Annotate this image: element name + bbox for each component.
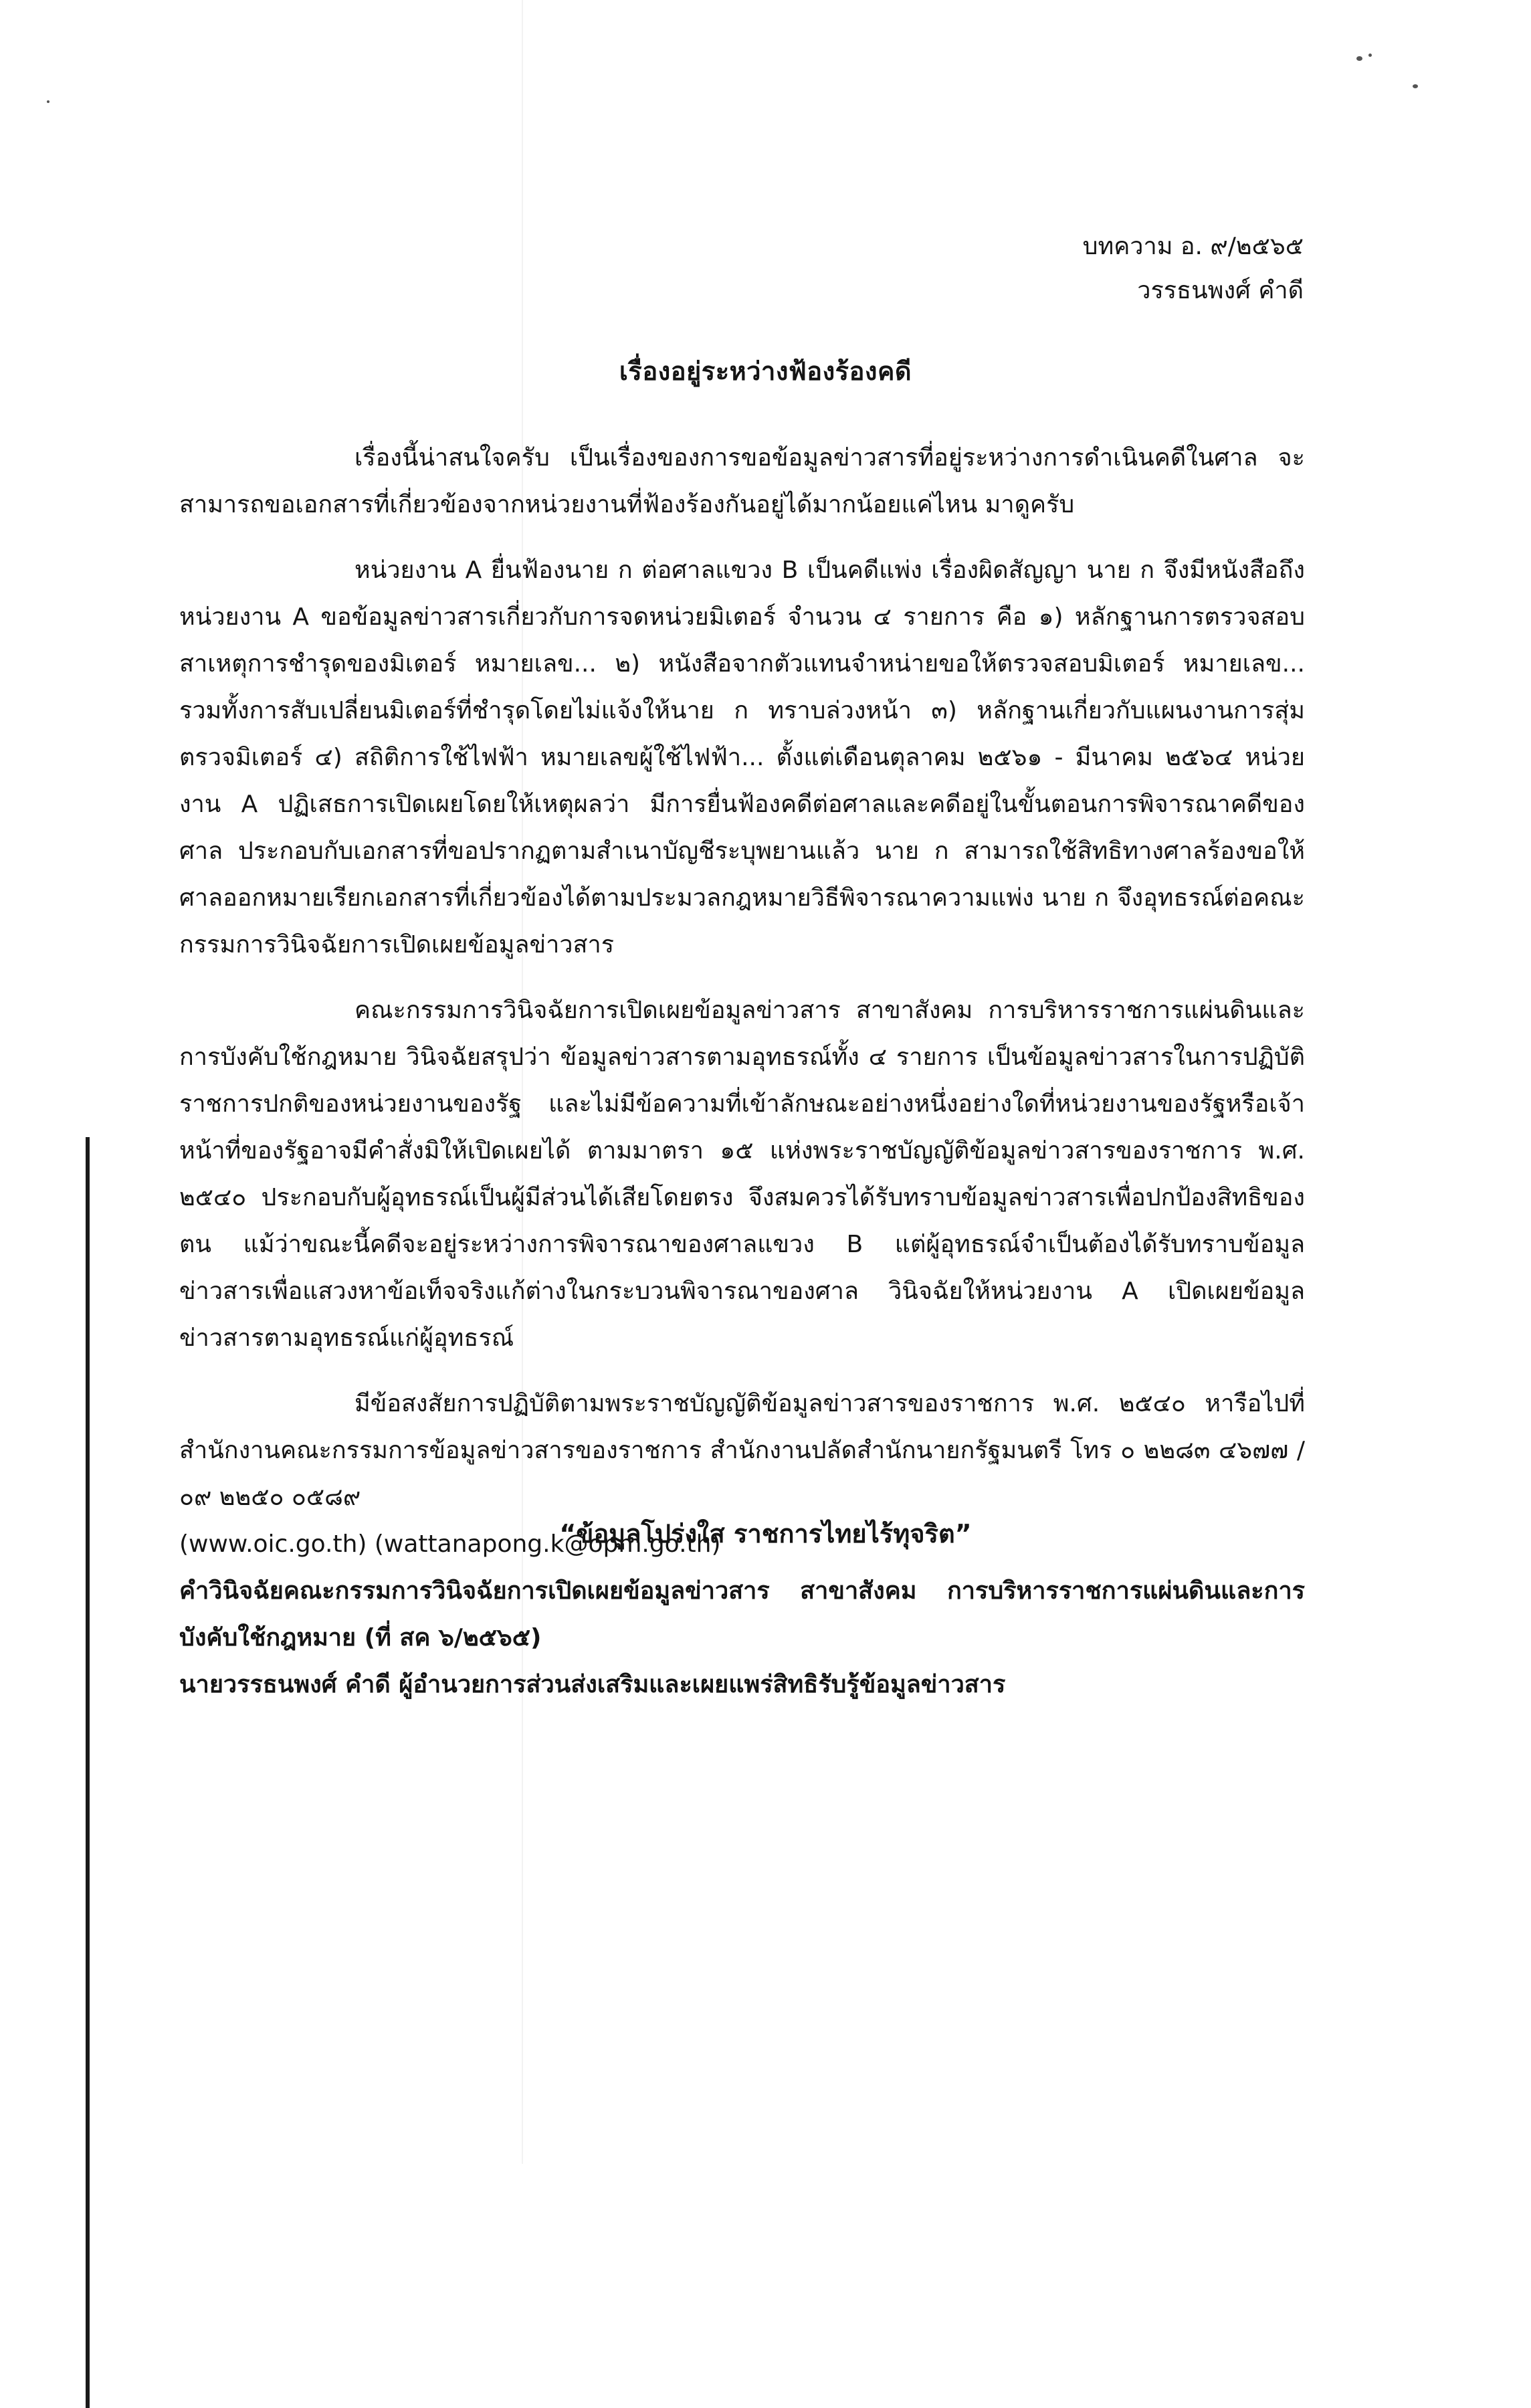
scan-speck bbox=[1413, 84, 1418, 88]
article-reference: บทความ อ. ๙/๒๕๖๕ bbox=[1082, 233, 1304, 260]
slogan: “ข้อมูลโปร่งใส ราชการไทยไร้ทุจริต” bbox=[559, 1519, 972, 1548]
decision-source: คำวินิจฉัยคณะกรรมการวินิจฉัยการเปิดเผยข้อมูลข่าวสาร สาขาสังคม การบริหารราชการแผ่นดินและการบังคับใช้กฎหมาย (ที่ สค ๖/๒๕๖๕) bbox=[179, 1577, 1305, 1651]
paragraph-intro: เรื่องนี้น่าสนใจครับ เป็นเรื่องของการขอข้อมูลข่าวสารที่อยู่ระหว่างการดำเนินคดีในศาล จะสามารถขอเอกสารที่เกี่ยวข้องจากหน่วยงานที่ฟ้องร้องกันอยู่ได้มากน้อยแค่ไหน มาดูครับ bbox=[179, 444, 1305, 518]
scan-speck bbox=[1356, 56, 1362, 61]
paragraph-facts: หน่วยงาน A ยื่นฟ้องนาย ก ต่อศาลแขวง B เป็นคดีแพ่ง เรื่องผิดสัญญา นาย ก จึงมีหนังสือถึงหน่วยงาน A ขอข้อมูลข่าวสารเกี่ยวกับการจดหน่วยมิเตอร์ จำนวน ๔ รายการ คือ ๑) หลักฐานการตรวจสอบสาเหตุการชำรุดของมิเตอร์ หมายเลข... ๒) หนังสือจากตัวแทนจำหน่ายขอให้ตรวจสอบมิเตอร์ หมายเลข... รวมทั้งการสับเปลี่ยนมิเตอร์ที่ชำรุดโดยไม่แจ้งให้นาย ก ทราบล่วงหน้า ๓) หลักฐานเกี่ยวกับแผนงานการสุ่มตรวจมิเตอร์ ๔) สถิติการใช้ไฟฟ้า หมายเลขผู้ใช้ไฟฟ้า... ตั้งแต่เดือนตุลาคม ๒๕๖๑ - มีนาคม ๒๕๖๔ หน่วยงาน A ปฏิเสธการเปิดเผยโดยให้เหตุผลว่า มีการยื่นฟ้องคดีต่อศาลและคดีอยู่ในขั้นตอนการพิจารณาคดีของศาล ประกอบกับเอกสารที่ขอปรากฏตามสำเนาบัญชีระบุพยานแล้ว นาย ก สามารถใช้สิทธิทางศาลร้องขอให้ศาลออกหมายเรียกเอกสารที่เกี่ยวข้องได้ตามประมวลกฎหมายวิธีพิจารณาความแพ่ง นาย ก จึงอุทธรณ์ต่อคณะกรรมการวินิจฉัยการเปิดเผยข้อมูลข่าวสาร bbox=[179, 557, 1305, 959]
document-title: เรื่องอยู่ระหว่างฟ้องร้องคดี bbox=[619, 357, 912, 386]
author-name: วรรธนพงศ์ คำดี bbox=[1137, 277, 1304, 304]
author-signature-line: นายวรรธนพงศ์ คำดี ผู้อำนวยการส่วนส่งเสริมและเผยแพร่สิทธิรับรู้ข้อมูลข่าวสาร bbox=[179, 1671, 1006, 1698]
scan-edge-shadow bbox=[86, 1137, 90, 2408]
paragraph-decision: คณะกรรมการวินิจฉัยการเปิดเผยข้อมูลข่าวสาร สาขาสังคม การบริหารราชการแผ่นดินและการบังคับใช้กฎหมาย วินิจฉัยสรุปว่า ข้อมูลข่าวสารตามอุทธรณ์ทั้ง ๔ รายการ เป็นข้อมูลข่าวสารในการปฏิบัติราชการปกติของหน่วยงานของรัฐ และไม่มีข้อความที่เข้าลักษณะอย่างหนึ่งอย่างใดที่หน่วยงานของรัฐหรือเจ้าหน้าที่ของรัฐอาจมีคำสั่งมิให้เปิดเผยได้ ตามมาตรา ๑๕ แห่งพระราชบัญญัติข้อมูลข่าวสารของราชการ พ.ศ. ๒๕๔๐ ประกอบกับผู้อุทธรณ์เป็นผู้มีส่วนได้เสียโดยตรง จึงสมควรได้รับทราบข้อมูลข่าวสารเพื่อปกป้องสิทธิของตน แม้ว่าขณะนี้คดีจะอยู่ระหว่างการพิจารณาของศาลแขวง B แต่ผู้อุทธรณ์จำเป็นต้องได้รับทราบข้อมูลข่าวสารเพื่อแสวงหาข้อเท็จจริงแก้ต่างในกระบวนพิจารณาของศาล วินิจฉัยให้หน่วยงาน A เปิดเผยข้อมูลข่าวสารตามอุทธรณ์แก่ผู้อุทธรณ์ bbox=[179, 997, 1305, 1352]
document-reference-block bbox=[1083, 225, 1304, 313]
contact-paragraph: มีข้อสงสัยการปฏิบัติตามพระราชบัญญัติข้อมูลข่าวสารของราชการ พ.ศ. ๒๕๔๐ หารือไปที่สำนักงานคณะกรรมการข้อมูลข่าวสารของราชการ สำนักงานปลัดสำนักนายกรัฐมนตรี โทร ๐ ๒๒๘๓ ๔๖๗๗ / ๐๙ ๒๒๕๐ ๐๕๘๙ bbox=[179, 1390, 1305, 1511]
scan-speck bbox=[47, 100, 49, 103]
scan-speck bbox=[1368, 54, 1372, 57]
contact-links: (www.oic.go.th) (wattanapong.k@opm.go.th) bbox=[179, 1530, 721, 1558]
